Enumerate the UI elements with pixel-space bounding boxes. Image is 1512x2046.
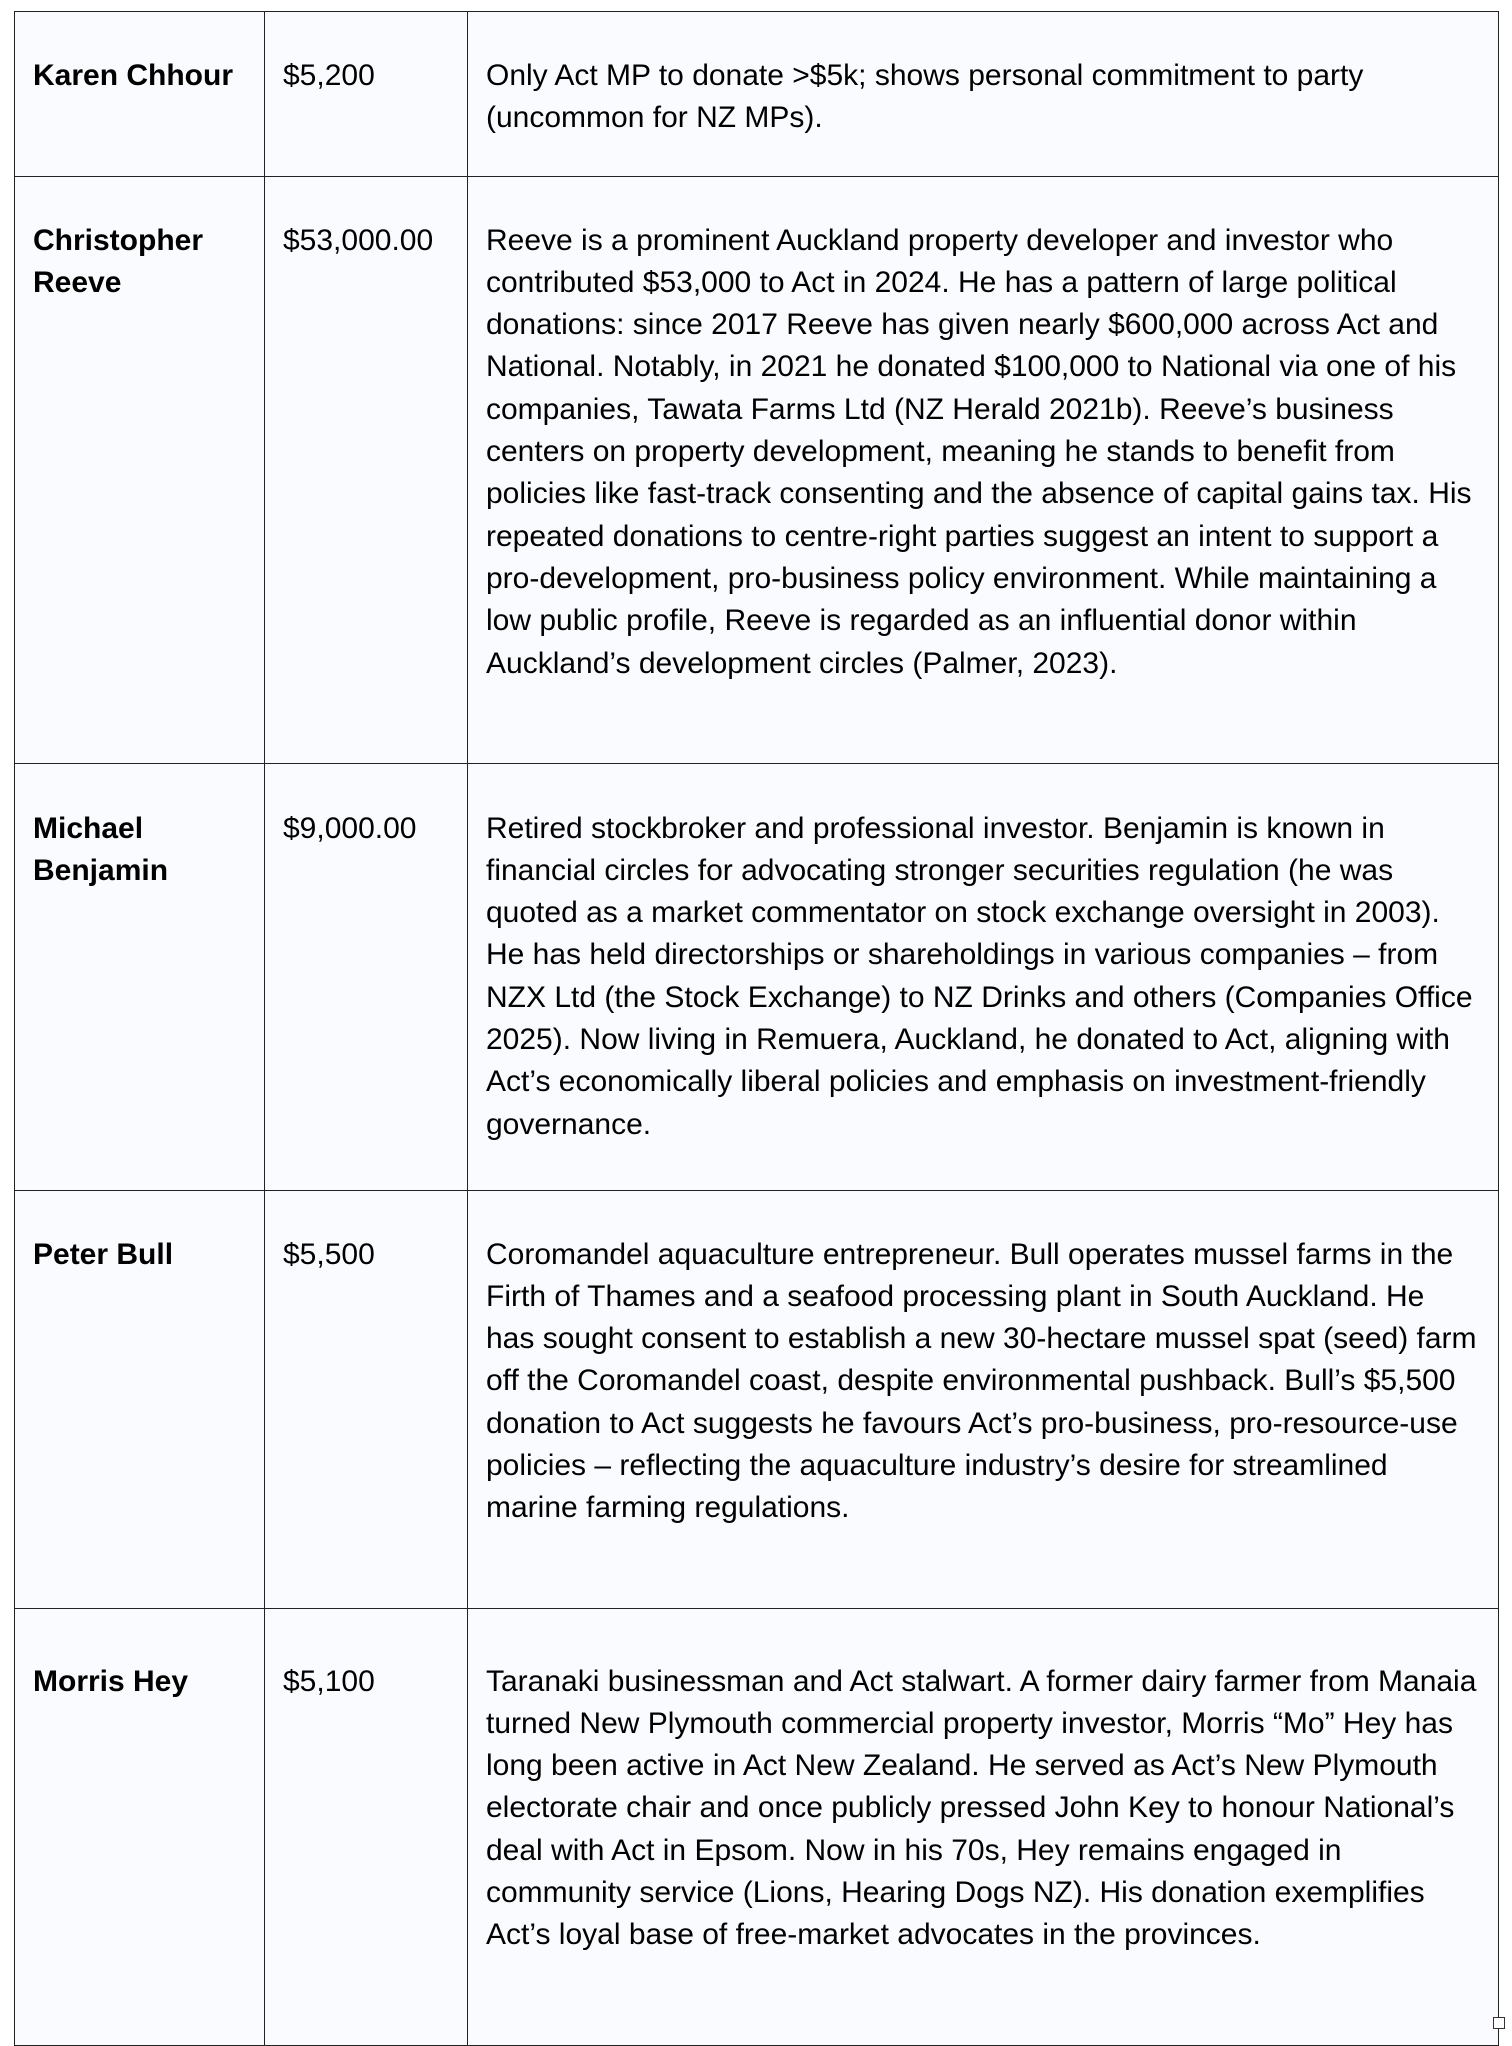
donor-description-cell[interactable] xyxy=(468,763,1499,1190)
table-row xyxy=(15,12,1499,177)
donor-description-text: Retired stockbroker and professional investor. Benjamin is known in financial circles for advocating stronger securities regulation (he was quoted as a market commentator on stock exchange oversight in 2003). He has held directorships or shareholdings in various companies – from NZX Ltd (the Stock Exchange) to NZ Drinks and others (Companies Office 2025). Now living in Remuera, Auckland, he donated to Act, aligning with Act’s economically liberal policies and emphasis on investment-friendly governance. xyxy=(486,811,1473,1141)
donation-amount-cell[interactable]: $5,200 xyxy=(265,12,468,177)
donor-name-cell[interactable]: Morris Hey xyxy=(15,1608,265,2045)
donation-amount-cell[interactable]: $5,500 xyxy=(265,1190,468,1608)
table-row xyxy=(15,763,1499,1190)
donation-amount-cell[interactable]: $9,000.00 xyxy=(265,763,468,1190)
donation-amount-cell[interactable]: $5,100 xyxy=(265,1608,468,2045)
donor-name-cell[interactable]: Peter Bull xyxy=(15,1190,265,1608)
donor-description-text: Coromandel aquaculture entrepreneur. Bull operates mussel farms in the Firth of Thames and a seafood processing plant in South Auckland. He has sought consent to establish a new 30-hectare mussel spat (seed) farm off the Coromandel coast, despite environmental pushback. Bull’s $5,500 donation to Act suggests he favours Act’s pro-business, pro-resource-use policies – reflecting the aquaculture industry’s desire for streamlined marine farming regulations. xyxy=(486,1237,1477,1525)
table-resize-handle[interactable] xyxy=(1493,2017,1505,2029)
donor-description-text: Taranaki businessman and Act stalwart. A former dairy farmer from Manaia turned New Plymouth commercial property investor, Morris “Mo” Hey has long been active in Act New Zealand. He served as Act’s New Plymouth electorate chair and once publicly pressed John Key to honour National’s deal with Act in Epsom. Now in his 70s, Hey remains engaged in community service (Lions, Hearing Dogs NZ). His donation exemplifies Act’s loyal base of free-market advocates in the provinces. xyxy=(486,1664,1477,1952)
donor-description-cell[interactable] xyxy=(468,176,1499,763)
donor-name-cell[interactable]: Christopher Reeve xyxy=(15,176,265,763)
donor-description-text: Only Act MP to donate >$5k; shows personal commitment to party (uncommon for NZ MPs). xyxy=(486,59,1364,135)
donor-description-cell[interactable] xyxy=(468,12,1499,177)
donor-description-cell[interactable] xyxy=(468,1190,1499,1608)
donor-table xyxy=(14,11,1499,2046)
table-row xyxy=(15,1608,1499,2045)
donor-description-cell[interactable] xyxy=(468,1608,1499,2045)
donation-amount-cell[interactable]: $53,000.00 xyxy=(265,176,468,763)
donor-name-cell[interactable]: Michael Benjamin xyxy=(15,763,265,1190)
table-row xyxy=(15,176,1499,763)
table-row xyxy=(15,1190,1499,1608)
donor-description-text: Reeve is a prominent Auckland property developer and investor who contributed $53,000 to Act in 2024. He has a pattern of large political donations: since 2017 Reeve has given nearly $600,000 across Act and National. Notably, in 2021 he donated $100,000 to National via one of his companies, Tawata Farms Ltd (NZ Herald 2021b). Reeve’s business centers on property development, meaning he stands to benefit from policies like fast-track consenting and the absence of capital gains tax. His repeated donations to centre-right parties suggest an intent to support a pro-development, pro-business policy environment. While maintaining a low public profile, Reeve is regarded as an influential donor within Auckland’s development circles (Palmer, 2023). xyxy=(486,223,1472,680)
donor-name-cell[interactable]: Karen Chhour xyxy=(15,12,265,177)
